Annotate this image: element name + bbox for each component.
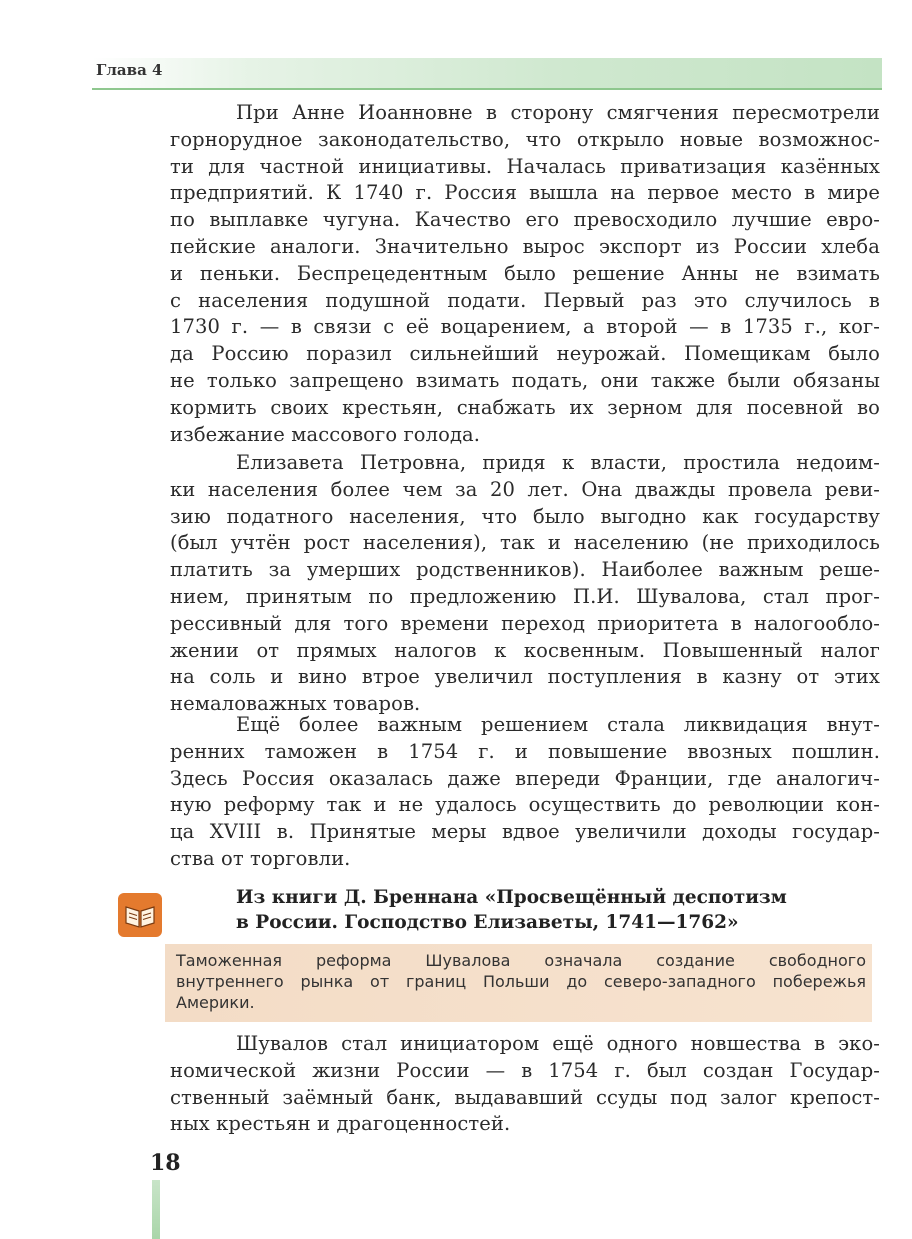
text-line: ную реформу так и не удалось осуществить до революции кон- (170, 793, 880, 817)
text-line: номической жизни России — в 1754 г. был создан Государ- (170, 1058, 880, 1082)
text-line: ственный заёмный банк, выдававший ссуды под залог крепост- (170, 1085, 880, 1109)
text-line: платить за умерших родственников). Наиболее важным реше- (170, 558, 880, 582)
text-line: нием, принятым по предложению П.И. Шувалова, стал прог- (170, 584, 880, 608)
quote-line: внутреннего рынка от границ Польши до северо-западного побережья (176, 972, 866, 991)
text-line: по выплавке чугуна. Качество его превосходило лучшие евро- (170, 208, 880, 232)
text-line: ства от торговли. (170, 846, 351, 870)
source-title-line: в России. Господство Елизаветы, 1741—1762» (236, 912, 739, 933)
text-line: не только запрещено взимать подать, они также были обязаны (170, 368, 880, 392)
text-line: рессивный для того времени переход приоритета в налогообло- (170, 611, 880, 635)
chapter-label: Глава 4 (96, 61, 163, 79)
text-line: горнорудное законодательство, что открыло новые возможнос- (170, 127, 880, 151)
quote-text (176, 950, 866, 1013)
text-line: зию податного населения, что было выгодно как государству (170, 504, 880, 528)
text-line: да Россию поразил сильнейший неурожай. Помещикам было (170, 342, 880, 366)
text-line: и пеньки. Беспрецедентным было решение Анны не взимать (170, 261, 880, 285)
page-number: 18 (150, 1150, 181, 1176)
text-line: Ещё более важным решением стала ликвидация внут- (236, 713, 880, 736)
text-line: ренних таможен в 1754 г. и повышение ввозных пошлин. (170, 739, 880, 763)
text-line: предприятий. К 1740 г. Россия вышла на первое место в мире (170, 181, 880, 205)
text-line: пейские аналоги. Значительно вырос экспорт из России хлеба (170, 234, 880, 258)
text-line: на соль и вино втрое увеличил поступления в казну от этих (170, 665, 880, 689)
source-title-line: Из книги Д. Бреннана «Просвещённый деспотизм (236, 887, 787, 908)
page-side-bar (152, 1180, 160, 1239)
paragraph-3 (170, 712, 880, 873)
paragraph-1 (170, 100, 880, 448)
source-title (236, 885, 876, 935)
quote-line: Таможенная реформа Шувалова означала создание свободного (176, 951, 866, 970)
text-line: ки населения более чем за 20 лет. Она дважды провела реви- (170, 477, 880, 501)
quote-line: Америки. (176, 993, 255, 1012)
paragraph-2 (170, 450, 880, 718)
text-line: немаловажных товаров. (170, 692, 421, 716)
text-line: жении от прямых налогов к косвенным. Повышенный налог (170, 638, 880, 662)
text-line: (был учтён рост населения), так и населению (не приходилось (170, 531, 880, 555)
book-icon (118, 893, 162, 937)
text-line: ти для частной инициативы. Началась приватизация казённых (170, 154, 880, 178)
text-line: избежание массового голода. (170, 422, 481, 446)
chapter-header-bar (92, 58, 882, 90)
text-line: ных крестьян и драгоценностей. (170, 1112, 511, 1136)
text-line: 1730 г. — в связи с её воцарением, а второй — в 1735 г., ког- (170, 315, 880, 339)
text-line: Здесь Россия оказалась даже впереди Франции, где аналогич- (170, 766, 880, 790)
text-line: кормить своих крестьян, снабжать их зерном для посевной во (170, 395, 880, 419)
text-line: ца XVIII в. Принятые меры вдвое увеличили доходы государ- (170, 820, 880, 844)
text-line: Елизавета Петровна, придя к власти, простила недоим- (236, 451, 880, 474)
text-line: с населения подушной подати. Первый раз это случилось в (170, 288, 880, 312)
paragraph-4 (170, 1031, 880, 1138)
text-line: При Анне Иоанновне в сторону смягчения пересмотрели (236, 101, 880, 124)
text-line: Шувалов стал инициатором ещё одного новшества в эко- (236, 1032, 880, 1055)
